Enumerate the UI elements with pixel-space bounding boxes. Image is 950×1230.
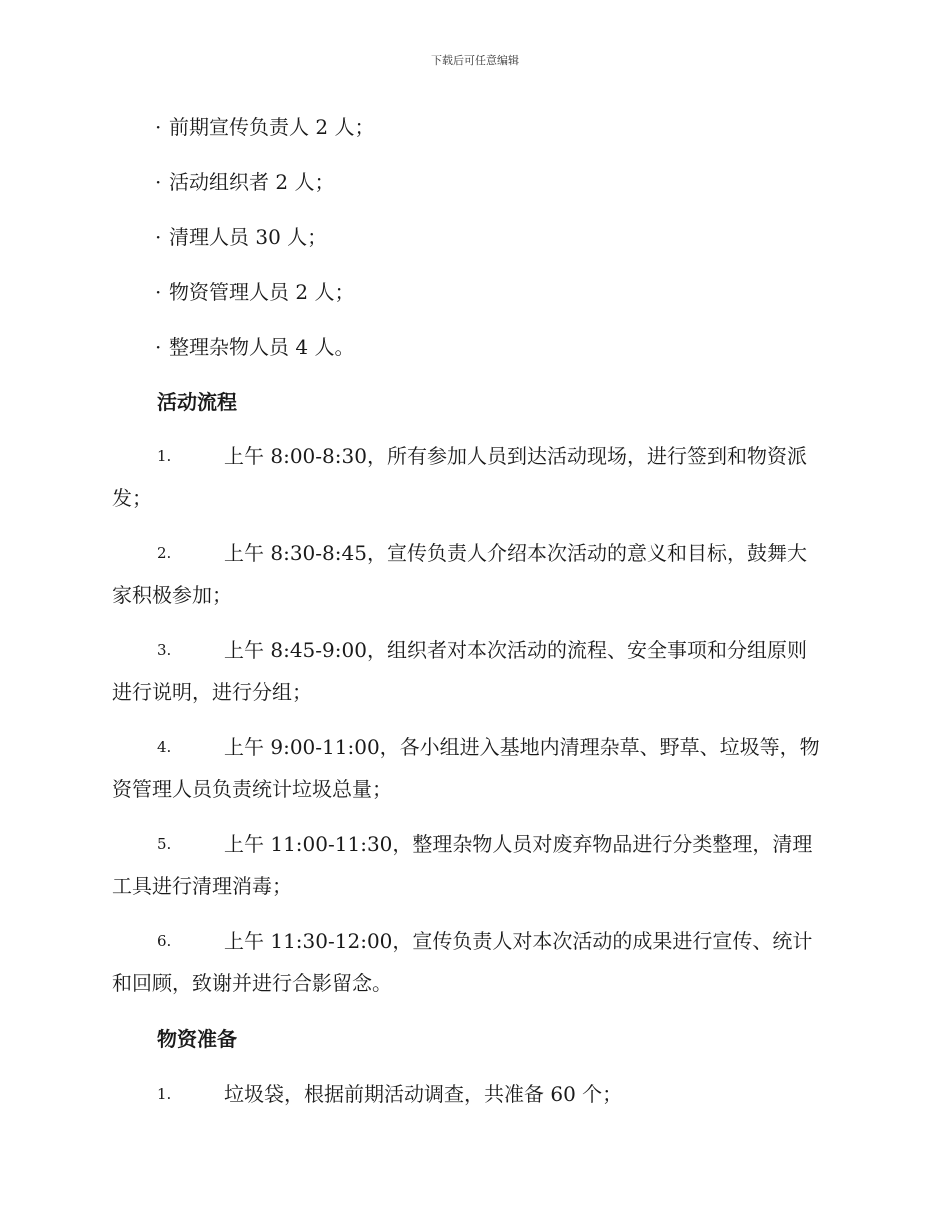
list-item-text: 上午 11:30-12:00，宣传负责人对本次活动的成果进行宣传、统计 — [224, 929, 813, 953]
list-item-text: 物资管理人员 2 人； — [169, 280, 355, 304]
materials-list — [112, 1073, 832, 1115]
list-item-text: 垃圾袋，根据前期活动调查，共准备 60 个； — [224, 1082, 623, 1106]
list-item — [155, 167, 374, 222]
staff-list — [155, 112, 374, 387]
list-item — [155, 277, 374, 332]
list-item — [112, 920, 832, 1017]
list-number: 5. — [157, 835, 172, 853]
list-item-text: 整理杂物人员 4 人。 — [169, 335, 355, 359]
list-item — [155, 332, 374, 387]
list-item-text-continued: 资管理人员负责统计垃圾总量； — [112, 777, 392, 801]
list-item-text: 清理人员 30 人； — [169, 225, 328, 249]
list-item-text: 上午 8:00-8:30，所有参加人员到达活动现场，进行签到和物资派 — [224, 444, 807, 468]
section-heading-process: 活动流程 — [157, 390, 237, 414]
page-header: 下载后可任意编辑 — [431, 54, 519, 67]
list-item-text-continued: 工具进行清理消毒； — [112, 874, 292, 898]
list-number: 3. — [157, 641, 172, 659]
list-number: 1. — [157, 1085, 172, 1103]
bullet-marker: · — [155, 280, 162, 304]
list-number: 1. — [157, 447, 172, 465]
list-item-text: 上午 8:45-9:00，组织者对本次活动的流程、安全事项和分组原则 — [224, 638, 807, 662]
bullet-marker: · — [155, 115, 162, 139]
list-item — [155, 112, 374, 167]
list-item-text-continued: 家积极参加； — [112, 583, 232, 607]
list-item-text: 前期宣传负责人 2 人； — [169, 115, 375, 139]
list-item — [112, 435, 832, 532]
list-number: 4. — [157, 738, 172, 756]
list-item-text-continued: 和回顾，致谢并进行合影留念。 — [112, 971, 392, 995]
list-item — [112, 532, 832, 629]
bullet-marker: · — [155, 170, 162, 194]
bullet-marker: · — [155, 225, 162, 249]
list-item — [112, 1073, 832, 1115]
list-number: 6. — [157, 932, 172, 950]
list-item-text-continued: 发； — [112, 486, 152, 510]
list-item-text: 上午 9:00-11:00，各小组进入基地内清理杂草、野草、垃圾等，物 — [224, 735, 820, 759]
process-list — [112, 435, 832, 1017]
list-item-text: 上午 11:00-11:30，整理杂物人员对废弃物品进行分类整理，清理 — [224, 832, 813, 856]
list-item-text-continued: 进行说明，进行分组； — [112, 680, 312, 704]
bullet-marker: · — [155, 335, 162, 359]
list-item — [112, 629, 832, 726]
list-item-text: 活动组织者 2 人； — [169, 170, 335, 194]
list-item — [112, 726, 832, 823]
list-item — [112, 823, 832, 920]
list-number: 2. — [157, 544, 172, 562]
list-item — [155, 222, 374, 277]
list-item-text: 上午 8:30-8:45，宣传负责人介绍本次活动的意义和目标，鼓舞大 — [224, 541, 807, 565]
section-heading-materials: 物资准备 — [157, 1027, 237, 1051]
